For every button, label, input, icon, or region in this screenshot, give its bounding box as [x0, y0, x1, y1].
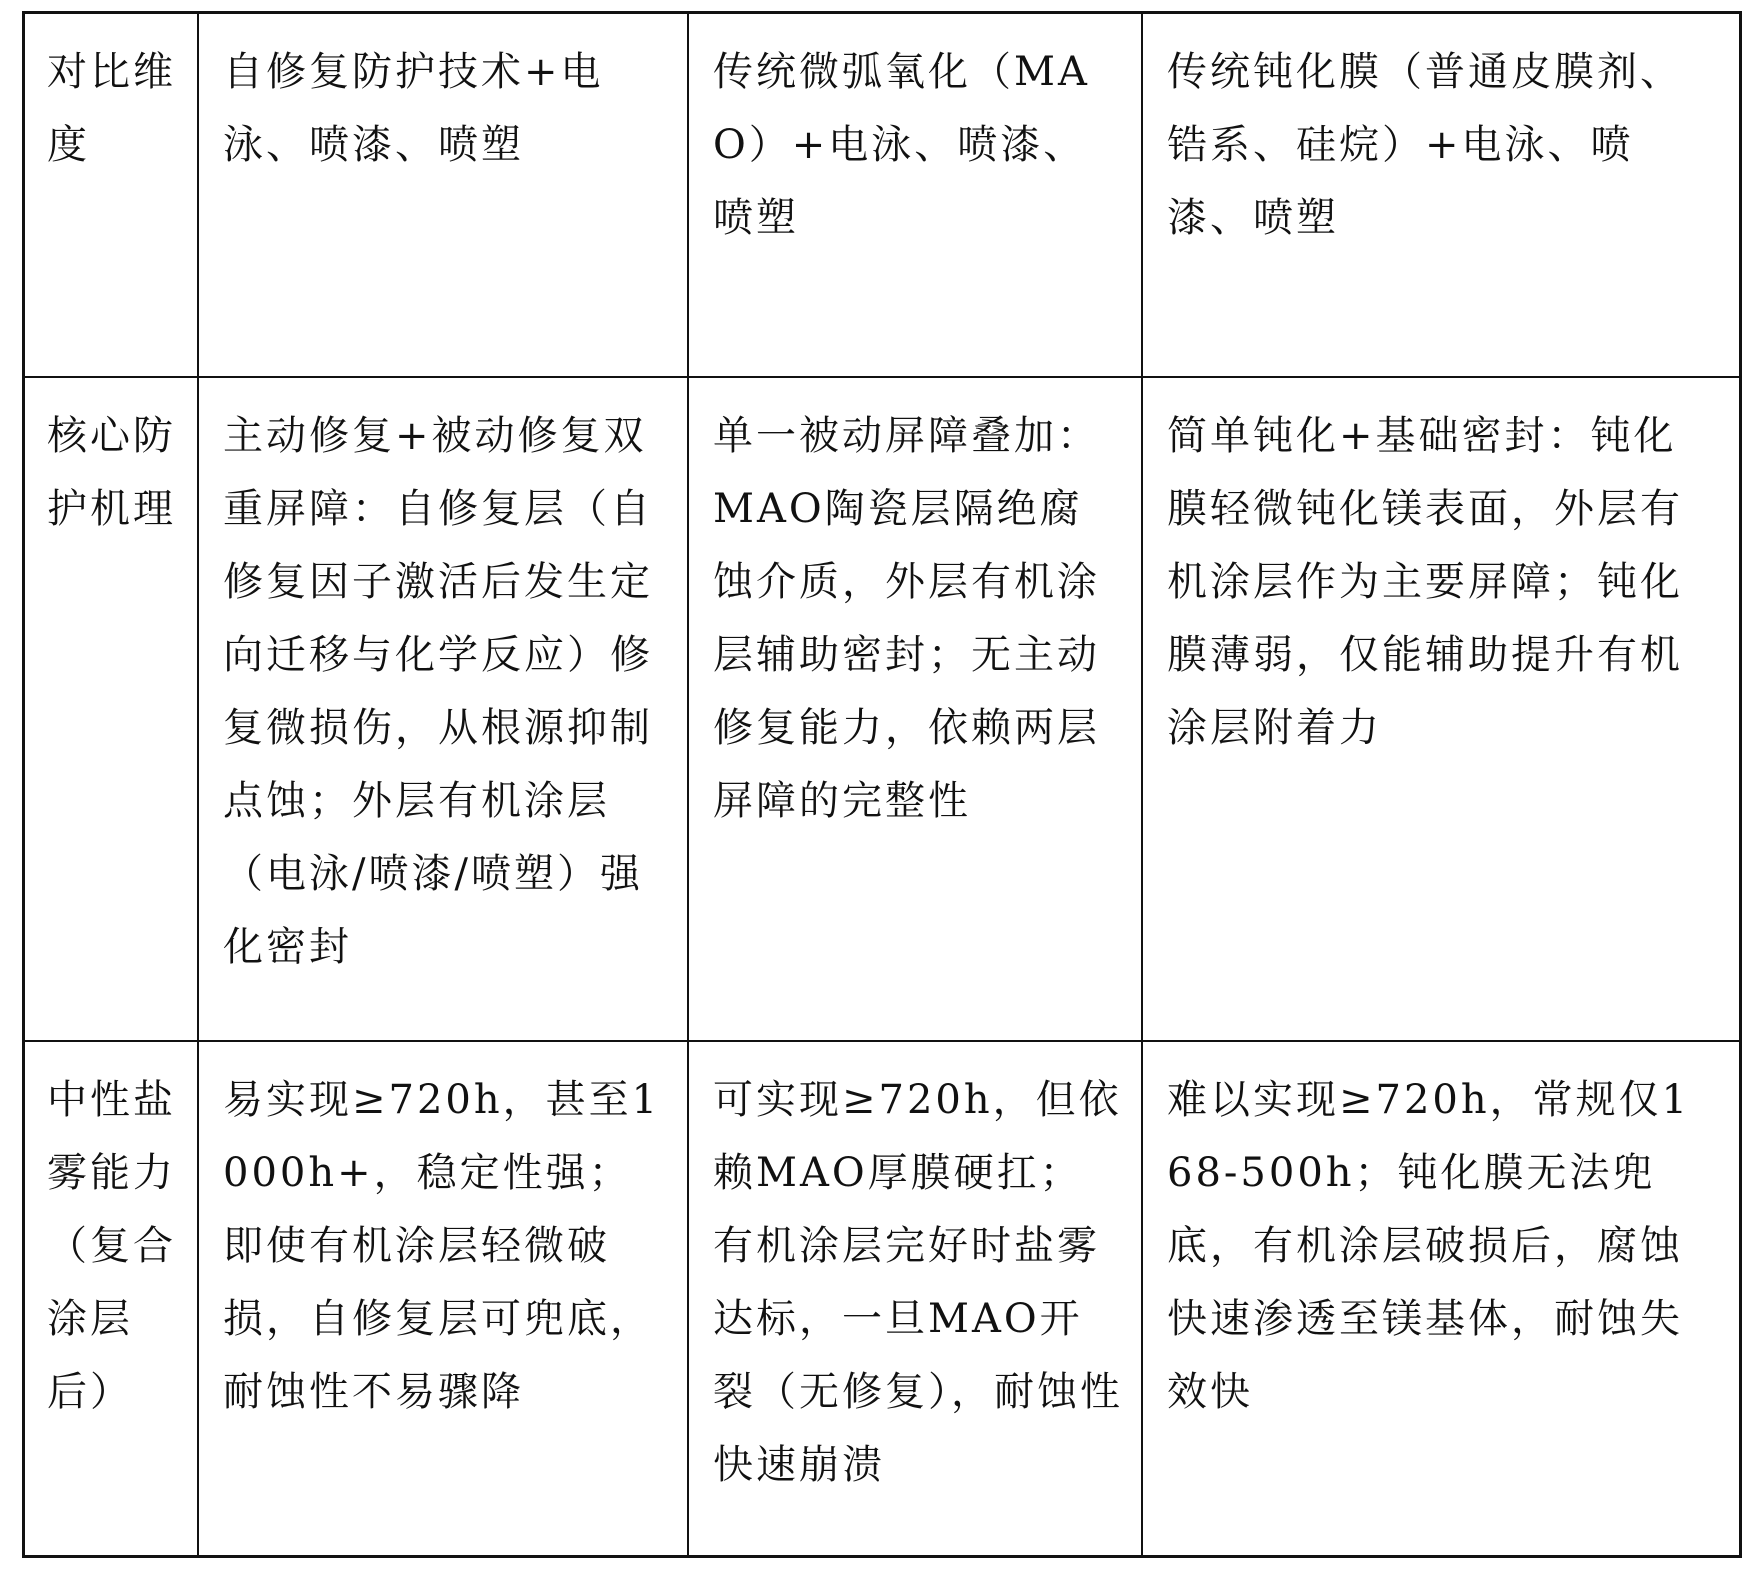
table-cell — [688, 1041, 1142, 1558]
header-text: 自修复防护技术+电泳、喷漆、喷塑 — [223, 49, 604, 168]
comparison-table-frame — [22, 11, 1742, 1558]
header-cell-self-repair — [198, 14, 688, 377]
header-text: 对比维度 — [47, 49, 176, 168]
table-cell — [1142, 1041, 1742, 1558]
table-row — [25, 1041, 1742, 1558]
table-cell — [1142, 377, 1742, 1041]
header-text: 传统微弧氧化（MAO）+电泳、喷漆、喷塑 — [713, 49, 1090, 241]
row-label-cell — [25, 377, 198, 1041]
header-text: 传统钝化膜（普通皮膜剂、锆系、硅烷）+电泳、喷漆、喷塑 — [1167, 49, 1683, 241]
row-label-cell — [25, 1041, 198, 1558]
header-row — [25, 14, 1742, 377]
header-cell-mao — [688, 14, 1142, 377]
cell-text: 单一被动屏障叠加：MAO陶瓷层隔绝腐蚀介质，外层有机涂层辅助密封；无主动修复能力，依赖两层屏障的完整性 — [713, 413, 1100, 824]
cell-text: 简单钝化+基础密封：钝化膜轻微钝化镁表面，外层有机涂层作为主要屏障；钝化膜薄弱，仅能辅助提升有机涂层附着力 — [1167, 413, 1683, 751]
cell-text: 可实现≥720h，但依赖MAO厚膜硬扛；有机涂层完好时盐雾达标，一旦MAO开裂（无修复），耐蚀性快速崩溃 — [713, 1077, 1123, 1488]
row-label: 中性盐雾能力（复合涂层后） — [47, 1077, 176, 1415]
header-cell-passivation — [1142, 14, 1742, 377]
table-cell — [688, 377, 1142, 1041]
cell-text: 易实现≥720h，甚至1000h+，稳定性强；即使有机涂层轻微破损，自修复层可兜底，耐蚀性不易骤降 — [223, 1077, 661, 1415]
cell-text: 主动修复+被动修复双重屏障：自修复层（自修复因子激活后发生定向迁移与化学反应）修复微损伤，从根源抑制点蚀；外层有机涂层（电泳/喷漆/喷塑）强化密封 — [223, 413, 653, 970]
row-label: 核心防护机理 — [47, 413, 176, 532]
table-cell — [198, 377, 688, 1041]
table-cell — [198, 1041, 688, 1558]
table-row — [25, 377, 1742, 1041]
cell-text: 难以实现≥720h，常规仅168-500h；钝化膜无法兜底，有机涂层破损后，腐蚀快速渗透至镁基体，耐蚀失效快 — [1167, 1077, 1691, 1415]
comparison-table — [25, 14, 1742, 1558]
header-cell-dimension — [25, 14, 198, 377]
